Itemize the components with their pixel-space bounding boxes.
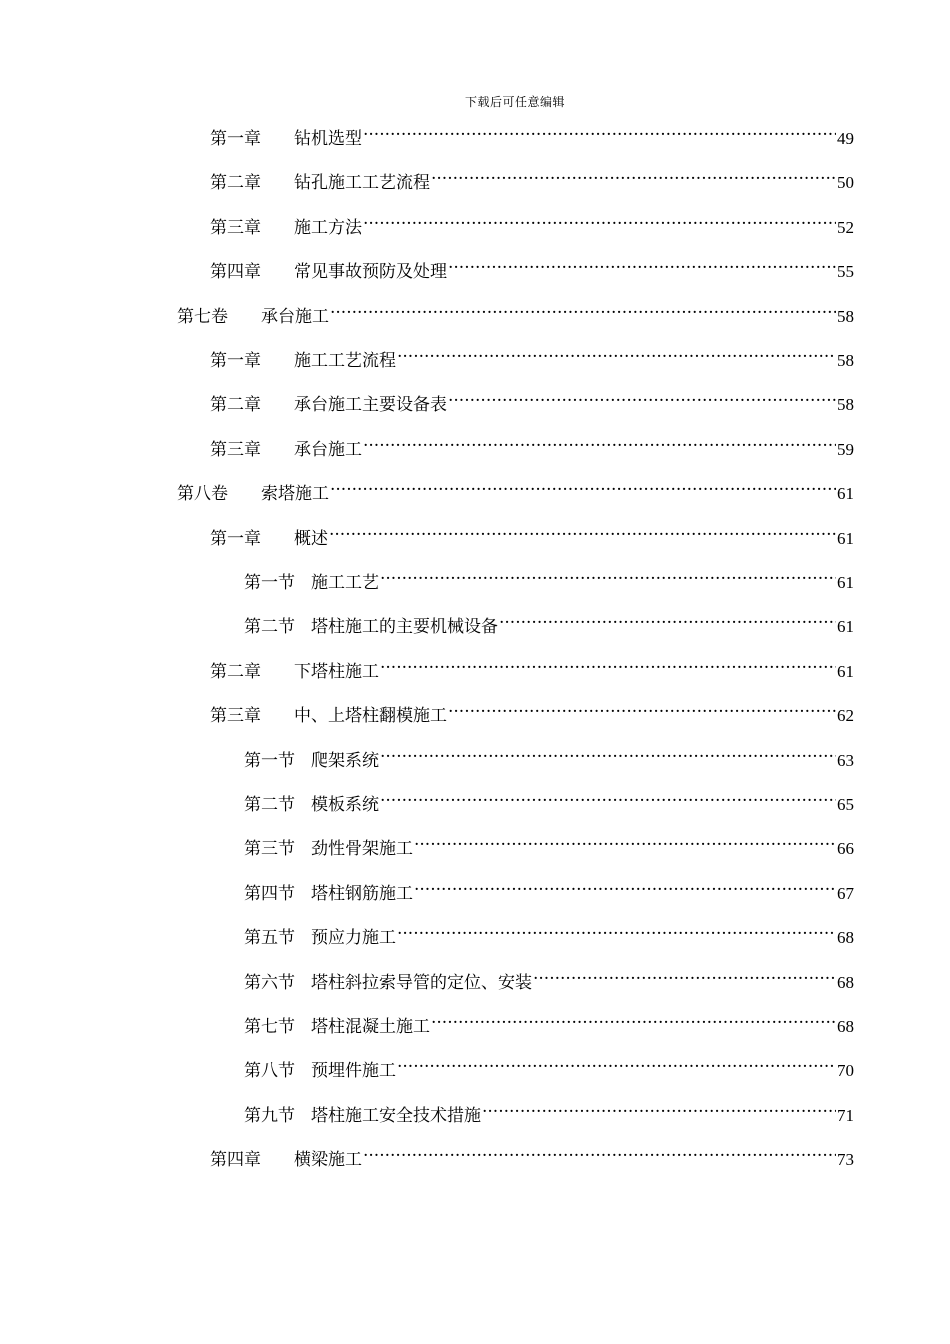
toc-entry-title: 施工方法: [294, 217, 362, 238]
toc-entry[interactable]: [210, 516, 854, 549]
toc-entry-title: 概述: [294, 528, 328, 549]
toc-entry-title: 常见事故预防及处理: [294, 262, 447, 283]
toc-entry-number: 第二章: [210, 173, 261, 194]
toc-dot-leader: [380, 782, 836, 810]
toc-entry-number: 第二章: [210, 395, 261, 416]
toc-entry[interactable]: [210, 205, 854, 238]
toc-entry[interactable]: [244, 960, 854, 993]
toc-entry-title: 劲性骨架施工: [311, 839, 413, 860]
toc-entry[interactable]: [244, 1093, 854, 1126]
toc-dot-leader: [329, 516, 836, 544]
toc-entry-number: 第一节: [244, 573, 295, 593]
toc-entry[interactable]: [177, 471, 854, 505]
toc-dot-leader: [499, 604, 836, 632]
toc-entry-page-number: 55: [837, 262, 854, 282]
toc-entry-page-number: 58: [837, 306, 854, 326]
toc-entry[interactable]: [210, 649, 854, 682]
page-header-note: 下载后可任意编辑: [464, 95, 565, 109]
toc-entry-title: 钻机选型: [294, 129, 362, 149]
toc-dot-leader: [397, 915, 836, 943]
toc-entry-title: 塔柱施工的主要机械设备: [311, 617, 498, 638]
toc-entry-title: 塔柱混凝土施工: [311, 1017, 430, 1037]
toc-entry-number: 第六节: [244, 972, 295, 993]
toc-entry-title: 预应力施工: [311, 928, 396, 949]
toc-entry-title: 横梁施工: [294, 1150, 362, 1171]
toc-entry-page-number: 62: [837, 706, 854, 726]
toc-entry[interactable]: [244, 826, 854, 860]
toc-entry-page-number: 66: [837, 839, 854, 859]
toc-entry-page-number: 61: [837, 573, 854, 592]
toc-entry-number: 第七卷: [177, 306, 228, 327]
toc-entry[interactable]: [210, 116, 854, 149]
toc-entry-number: 第三章: [210, 439, 261, 460]
toc-dot-leader: [380, 738, 836, 766]
toc-entry[interactable]: [210, 693, 854, 727]
toc-entry-page-number: 58: [837, 395, 854, 415]
toc-entry-page-number: 68: [837, 928, 854, 948]
toc-dot-leader: [363, 205, 836, 233]
toc-entry-page-number: 71: [837, 1105, 854, 1125]
toc-entry-page-number: 68: [837, 1017, 854, 1036]
toc-entry-number: 第四章: [210, 1150, 261, 1171]
toc-entry-page-number: 61: [837, 484, 854, 504]
toc-entry-title: 模板系统: [311, 795, 379, 815]
toc-entry-page-number: 68: [837, 972, 854, 992]
toc-entry[interactable]: [244, 915, 854, 949]
toc-dot-leader: [397, 1048, 836, 1076]
toc-entry-title: 施工工艺流程: [294, 351, 396, 371]
toc-entry[interactable]: [177, 294, 854, 327]
toc-entry-page-number: 50: [837, 173, 854, 193]
toc-entry-title: 塔柱施工安全技术措施: [311, 1105, 481, 1126]
toc-entry-title: 索塔施工: [261, 484, 329, 505]
toc-entry-page-number: 70: [837, 1061, 854, 1081]
toc-entry[interactable]: [244, 560, 854, 593]
toc-entry-number: 第三章: [210, 217, 261, 238]
toc-entry[interactable]: [244, 782, 854, 815]
toc-entry-page-number: 49: [837, 129, 854, 148]
toc-entry[interactable]: [210, 249, 854, 283]
toc-entry-page-number: 52: [837, 217, 854, 237]
toc-entry[interactable]: [244, 738, 854, 771]
toc-entry-number: 第一章: [210, 351, 261, 371]
toc-entry-page-number: 61: [837, 661, 854, 681]
toc-entry-title: 塔柱钢筋施工: [311, 883, 413, 904]
toc-entry-title: 爬架系统: [311, 750, 379, 771]
toc-entry-number: 第三章: [210, 706, 261, 727]
toc-entry[interactable]: [244, 1004, 854, 1037]
toc-entry-page-number: 67: [837, 883, 854, 903]
toc-entry-number: 第四节: [244, 883, 295, 904]
toc-entry-title: 施工工艺: [311, 573, 379, 593]
toc-dot-leader: [448, 249, 836, 277]
toc-entry[interactable]: [210, 427, 854, 460]
toc-dot-leader: [363, 116, 836, 144]
toc-dot-leader: [448, 693, 836, 721]
toc-entry-number: 第五节: [244, 928, 295, 949]
toc-entry-page-number: 58: [837, 351, 854, 370]
toc-entry-title: 承台施工主要设备表: [294, 395, 447, 416]
toc-dot-leader: [380, 560, 836, 588]
toc-dot-leader: [448, 382, 836, 410]
toc-entry-page-number: 65: [837, 795, 854, 814]
toc-entry-number: 第四章: [210, 262, 261, 283]
toc-dot-leader: [397, 338, 836, 366]
toc-dot-leader: [414, 826, 836, 854]
toc-entry-page-number: 61: [837, 617, 854, 637]
toc-entry-page-number: 73: [837, 1150, 854, 1170]
toc-dot-leader: [380, 649, 836, 677]
toc-dot-leader: [363, 427, 836, 455]
toc-entry[interactable]: [210, 160, 854, 194]
toc-entry-title: 预埋件施工: [311, 1061, 396, 1082]
toc-dot-leader: [431, 1004, 836, 1032]
toc-dot-leader: [363, 1137, 836, 1165]
toc-entry[interactable]: [210, 338, 854, 371]
toc-entry[interactable]: [244, 871, 854, 904]
toc-entry-number: 第二章: [210, 661, 261, 682]
toc-entry-title: 塔柱斜拉索导管的定位、安装: [311, 972, 532, 993]
toc-dot-leader: [431, 160, 836, 188]
toc-entry-number: 第一章: [210, 528, 261, 549]
toc-entry-number: 第二节: [244, 795, 295, 815]
toc-entry[interactable]: [210, 1137, 854, 1171]
toc-entry-number: 第九节: [244, 1105, 295, 1126]
toc-entry-title: 中、上塔柱翻模施工: [294, 706, 447, 727]
toc-entry-number: 第三节: [244, 839, 295, 860]
toc-entry-title: 下塔柱施工: [294, 661, 379, 682]
toc-entry[interactable]: [210, 382, 854, 416]
toc-entry-page-number: 63: [837, 750, 854, 770]
toc-entry-number: 第八卷: [177, 484, 228, 505]
toc-entry-number: 第七节: [244, 1017, 295, 1037]
toc-entry-page-number: 61: [837, 528, 854, 548]
toc-dot-leader: [414, 871, 836, 899]
toc-dot-leader: [482, 1093, 836, 1121]
toc-entry[interactable]: [244, 604, 854, 638]
toc-entry[interactable]: [244, 1048, 854, 1082]
toc-entry-number: 第一节: [244, 750, 295, 771]
toc-entry-number: 第八节: [244, 1061, 295, 1082]
toc-entry-title: 承台施工: [294, 439, 362, 460]
toc-dot-leader: [533, 960, 836, 988]
toc-dot-leader: [330, 294, 836, 322]
toc-dot-leader: [330, 471, 836, 499]
toc-entry-title: 承台施工: [261, 306, 329, 327]
toc-entry-page-number: 59: [837, 439, 854, 459]
toc-entry-number: 第二节: [244, 617, 295, 638]
toc-entry-number: 第一章: [210, 129, 261, 149]
toc-entry-title: 钻孔施工工艺流程: [294, 173, 430, 194]
